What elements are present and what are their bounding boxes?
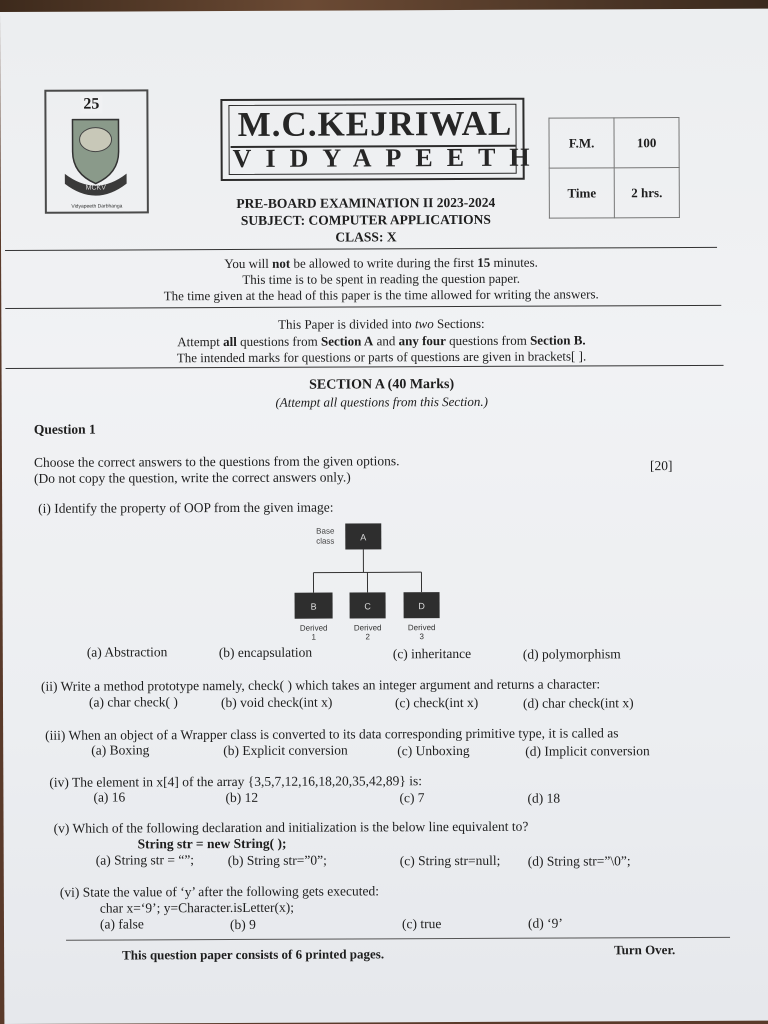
footer-rule <box>66 937 730 941</box>
q-iii-option-b: (b) Explicit conversion <box>223 742 348 759</box>
q-i-option-b: (b) encapsulation <box>218 644 313 661</box>
derived-d-number: 3 <box>419 632 424 642</box>
question-1-instruction2: (Do not copy the question, write the correct answers only.) <box>34 469 351 486</box>
q-ii-option-a: (a) char check( ) <box>88 694 178 710</box>
header-rule <box>5 247 717 251</box>
q-ii-option-b: (b) void check(int x) <box>220 694 333 711</box>
inheritance-diagram <box>287 520 458 649</box>
q-iv-option-b: (b) 12 <box>225 789 259 806</box>
q-vi-text: (vi) State the value of ‘y’ after the following gets executed: <box>59 883 380 900</box>
svg-text:MCKV: MCKV <box>85 184 106 192</box>
derived-c-label: Derived <box>353 623 382 633</box>
school-crest-icon <box>64 111 126 197</box>
fm-label: F.M. <box>549 118 614 168</box>
q-iv-option-a: (a) 16 <box>93 789 126 805</box>
q-v-code: String str = new String( ); <box>137 835 287 852</box>
footer-turn-over: Turn Over. <box>614 942 676 958</box>
class-d-label: D <box>418 601 425 612</box>
q-iii-option-a: (a) Boxing <box>91 742 150 758</box>
q-iv-option-d: (d) 18 <box>527 790 561 806</box>
subject-title: SUBJECT: COMPUTER APPLICATIONS <box>240 211 491 228</box>
class-a-label: A <box>360 532 367 543</box>
derived-d-label: Derived <box>407 623 436 633</box>
q-vi-option-d: (d) ‘9’ <box>527 915 563 931</box>
instruction-line3: The time given at the head of this paper is the time allowed for writing the answers. <box>163 286 599 304</box>
q-iii-text: (iii) When an object of a Wrapper class is converted to its data corresponding primitive type, it is called as <box>45 725 619 743</box>
q-iii-option-c: (c) Unboxing <box>397 742 470 759</box>
q-iv-option-c: (c) 7 <box>399 790 425 806</box>
marks-time-table <box>548 117 679 219</box>
section-a-subtitle: (Attempt all questions from this Section.) <box>275 393 489 410</box>
exam-title: PRE-BOARD EXAMINATION II 2023-2024 <box>236 194 496 211</box>
time-label: Time <box>549 168 614 218</box>
question-1-instruction1: Choose the correct answers to the questions from the given options. <box>33 453 400 470</box>
q-iv-text: (iv) The element in x[4] of the array {3,5,7,12,16,18,20,35,42,89} is: <box>49 773 423 790</box>
question-1-marks: [20] <box>649 458 673 474</box>
question-paper <box>0 9 768 1024</box>
q-v-text: (v) Which of the following declaration and initialization is the below line equivalent to? <box>53 818 529 836</box>
q-i-option-c: (c) inheritance <box>392 645 472 662</box>
q-vi-option-c: (c) true <box>401 916 442 932</box>
q-i-option-a: (a) Abstraction <box>86 644 168 660</box>
class-b-label: B <box>310 601 317 612</box>
question-1-heading: Question 1 <box>33 421 96 437</box>
section-a-title: SECTION A (40 Marks) <box>309 377 455 393</box>
derived-c-number: 2 <box>365 632 370 642</box>
q-i-option-d: (d) polymorphism <box>522 646 621 662</box>
q-i-text: (i) Identify the property of OOP from the given image: <box>38 499 334 516</box>
q-vi-option-a: (a) false <box>99 916 144 932</box>
q-vi-option-b: (b) 9 <box>229 916 256 933</box>
derived-b-number: 1 <box>311 632 316 642</box>
q-v-option-c: (c) String str=null; <box>399 852 501 869</box>
q-v-option-d: (d) String str=”\0”; <box>527 853 631 869</box>
fm-value: 100 <box>614 118 679 168</box>
sections-line1: This Paper is divided into two Sections: <box>278 315 485 332</box>
school-name-line1: M.C.KEJRIWAL <box>237 103 513 144</box>
logo-number: 25 <box>80 96 102 114</box>
footer-pages: This question paper consists of 6 printed pages. <box>122 946 385 963</box>
instruction-line2: This time is to be spent in reading the question paper. <box>242 270 521 287</box>
logo-caption: Vidyapeeth Darbhanga <box>71 203 123 210</box>
q-iii-option-d: (d) Implicit conversion <box>525 743 650 759</box>
sections-line3: The intended marks for questions or parts of questions are given in brackets[ ]. <box>176 348 587 366</box>
class-c-label: C <box>364 601 371 612</box>
instructions-rule <box>5 305 721 309</box>
q-v-option-a: (a) String str = “”; <box>95 852 195 868</box>
school-name-line2: VIDYAPEETH <box>232 142 544 173</box>
q-ii-option-c: (c) check(int x) <box>394 694 479 711</box>
q-vi-code: char x=‘9’; y=Character.isLetter(x); <box>99 899 294 916</box>
instruction-line1: You will not be allowed to write during the first 15 minutes. <box>224 254 538 272</box>
sections-line2: Attempt all questions from Section A and any four questions from Section B. <box>177 332 586 350</box>
base-class-label2: class <box>316 536 335 546</box>
base-class-label1: Base <box>316 526 335 536</box>
school-name-box <box>220 98 544 181</box>
q-ii-option-d: (d) char check(int x) <box>522 695 634 711</box>
time-value: 2 hrs. <box>614 168 679 218</box>
q-ii-text: (ii) Write a method prototype namely, check( ) which takes an integer argument and returns a character: <box>40 676 601 694</box>
q-v-option-b: (b) String str=”0”; <box>227 852 327 869</box>
derived-b-label: Derived <box>299 623 328 633</box>
class-title: CLASS: X <box>335 229 397 245</box>
